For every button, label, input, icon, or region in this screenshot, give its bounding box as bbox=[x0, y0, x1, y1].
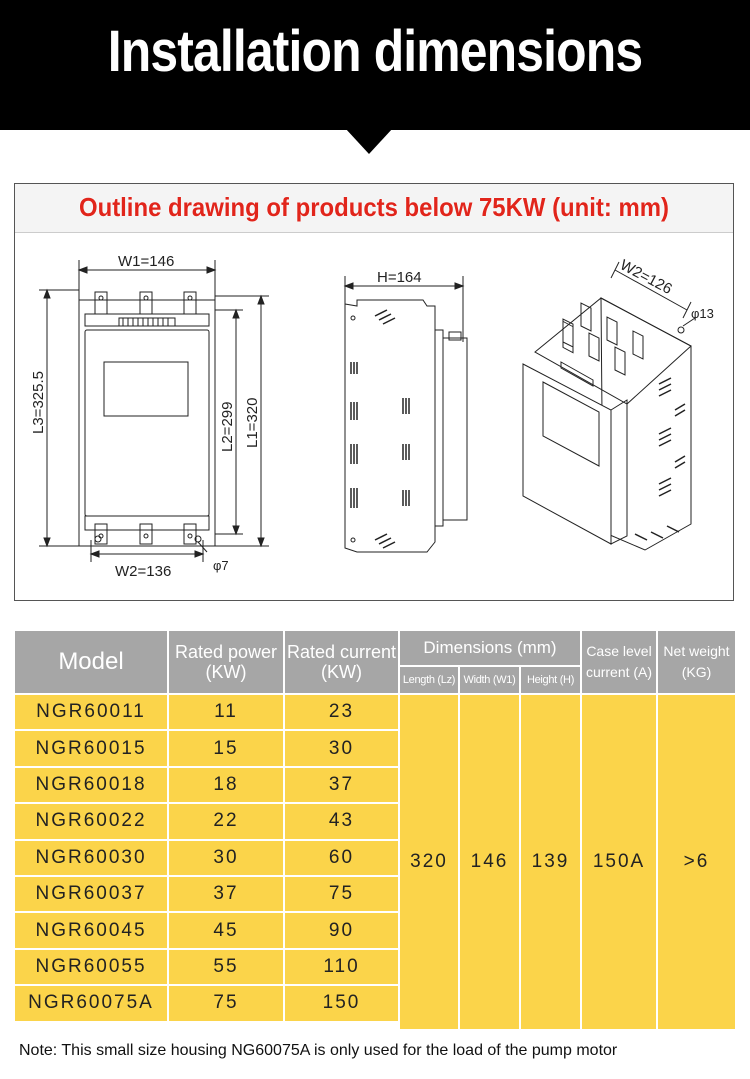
cell-current-text: 30 bbox=[328, 737, 355, 759]
header-height bbox=[521, 667, 580, 693]
cell-current-text: 37 bbox=[328, 773, 355, 795]
cell-power bbox=[169, 950, 283, 984]
header-banner bbox=[0, 0, 750, 130]
cell-current bbox=[285, 950, 398, 984]
cell-model-text: NGR60018 bbox=[35, 773, 147, 795]
header-length bbox=[400, 667, 458, 693]
shared-case-current-value: 150A bbox=[592, 851, 646, 872]
shared-weight bbox=[658, 695, 735, 1029]
cell-current bbox=[285, 695, 398, 729]
cell-model bbox=[15, 877, 167, 911]
cell-current-text: 90 bbox=[328, 919, 355, 941]
header-model bbox=[15, 631, 167, 693]
cell-model-text: NGR60045 bbox=[35, 919, 147, 941]
header-height-label: Height (H) bbox=[526, 674, 575, 686]
cell-model bbox=[15, 841, 167, 875]
header-case-level-label: Case level bbox=[586, 643, 652, 659]
cell-model-text: NGR60055 bbox=[35, 955, 147, 977]
cell-model bbox=[15, 695, 167, 729]
header-width bbox=[460, 667, 519, 693]
cell-current-text: 150 bbox=[322, 992, 361, 1014]
side-view bbox=[345, 276, 467, 552]
header-rated-power bbox=[169, 631, 283, 693]
cell-model bbox=[15, 913, 167, 947]
header-case-level-sub: current (A) bbox=[585, 664, 653, 680]
cell-model-text: NGR60022 bbox=[35, 810, 147, 832]
cell-model bbox=[15, 731, 167, 765]
cell-current bbox=[285, 804, 398, 838]
cell-current bbox=[285, 768, 398, 802]
cell-power bbox=[169, 841, 283, 875]
cell-model-text: NGR60015 bbox=[35, 737, 147, 759]
h-label: H=164 bbox=[377, 269, 422, 286]
cell-power-text: 37 bbox=[213, 883, 239, 905]
header-rated-current-unit: (KW) bbox=[321, 662, 362, 682]
page-title: Installation dimensions bbox=[107, 19, 643, 84]
cell-power bbox=[169, 986, 283, 1020]
spec-table bbox=[15, 631, 735, 1029]
cell-power bbox=[169, 731, 283, 765]
phi7-label: φ7 bbox=[213, 558, 229, 573]
header-rated-power-unit: (KW) bbox=[205, 662, 247, 682]
cell-power-text: 11 bbox=[214, 701, 238, 723]
shared-case-current bbox=[582, 695, 656, 1029]
header-model-label: Model bbox=[58, 648, 124, 675]
cell-model-text: NGR60037 bbox=[35, 883, 147, 905]
w2-iso-label: W2=126 bbox=[617, 256, 675, 298]
cell-power-text: 22 bbox=[213, 810, 239, 832]
l1-label: L1=320 bbox=[244, 397, 261, 448]
l3-label: L3=325.5 bbox=[30, 371, 47, 434]
cell-current-text: 23 bbox=[328, 701, 355, 723]
w2-front-label: W2=136 bbox=[115, 563, 172, 580]
drawing-title: Outline drawing of products below 75KW (unit: mm) bbox=[78, 192, 670, 222]
cell-current-text: 43 bbox=[328, 810, 355, 832]
header-net-weight bbox=[658, 631, 735, 693]
phi13-label: φ13 bbox=[691, 306, 714, 321]
header-dimensions-label: Dimensions (mm) bbox=[423, 638, 557, 657]
cell-current-text: 75 bbox=[328, 883, 355, 905]
cell-current bbox=[285, 877, 398, 911]
header-length-label: Length (Lz) bbox=[402, 674, 456, 686]
header-rated-power-label: Rated power bbox=[174, 642, 278, 662]
cell-model bbox=[15, 804, 167, 838]
cell-current bbox=[285, 986, 398, 1020]
cell-model-text: NGR60030 bbox=[35, 846, 147, 868]
cell-power bbox=[169, 804, 283, 838]
cell-model-text: NGR60011 bbox=[36, 701, 146, 723]
cell-power bbox=[169, 768, 283, 802]
header-net-weight-label: Net weight bbox=[663, 643, 730, 659]
shared-height bbox=[521, 695, 580, 1029]
cell-power bbox=[169, 913, 283, 947]
l2-label: L2=299 bbox=[219, 401, 236, 452]
header-case-level bbox=[582, 631, 656, 693]
cell-power bbox=[169, 877, 283, 911]
cell-current bbox=[285, 731, 398, 765]
cell-power-text: 55 bbox=[213, 955, 239, 977]
isometric-view bbox=[523, 262, 695, 550]
header-rated-current bbox=[285, 631, 398, 693]
cell-power-text: 15 bbox=[213, 737, 239, 759]
cell-model bbox=[15, 986, 167, 1020]
header-width-label: Width (W1) bbox=[463, 674, 516, 686]
shared-width bbox=[460, 695, 519, 1029]
footnote: Note: This small size housing NG60075A is only used for the load of the pump motor bbox=[19, 1042, 618, 1059]
header-net-weight-unit: (KG) bbox=[681, 664, 712, 680]
shared-weight-value: >6 bbox=[683, 851, 710, 872]
cell-current bbox=[285, 841, 398, 875]
shared-length-value: 320 bbox=[410, 851, 448, 872]
cell-power bbox=[169, 695, 283, 729]
header-arrow bbox=[345, 128, 393, 154]
cell-power-text: 18 bbox=[213, 773, 239, 795]
cell-model-text: NGR60075A bbox=[28, 992, 154, 1014]
cell-current-text: 110 bbox=[323, 955, 360, 977]
w1-label: W1=146 bbox=[118, 253, 175, 270]
cell-power-text: 75 bbox=[213, 992, 239, 1014]
header-rated-current-label: Rated current bbox=[286, 642, 397, 662]
shared-length bbox=[400, 695, 458, 1029]
outline-drawing-panel bbox=[14, 183, 734, 601]
shared-height-value: 139 bbox=[531, 851, 570, 872]
cell-current-text: 60 bbox=[328, 846, 355, 868]
cell-current bbox=[285, 913, 398, 947]
cell-power-text: 30 bbox=[213, 846, 239, 868]
shared-width-value: 146 bbox=[470, 851, 509, 872]
cell-power-text: 45 bbox=[213, 919, 239, 941]
header-dimensions bbox=[400, 631, 580, 665]
outline-drawing bbox=[15, 234, 733, 600]
cell-model bbox=[15, 768, 167, 802]
cell-model bbox=[15, 950, 167, 984]
